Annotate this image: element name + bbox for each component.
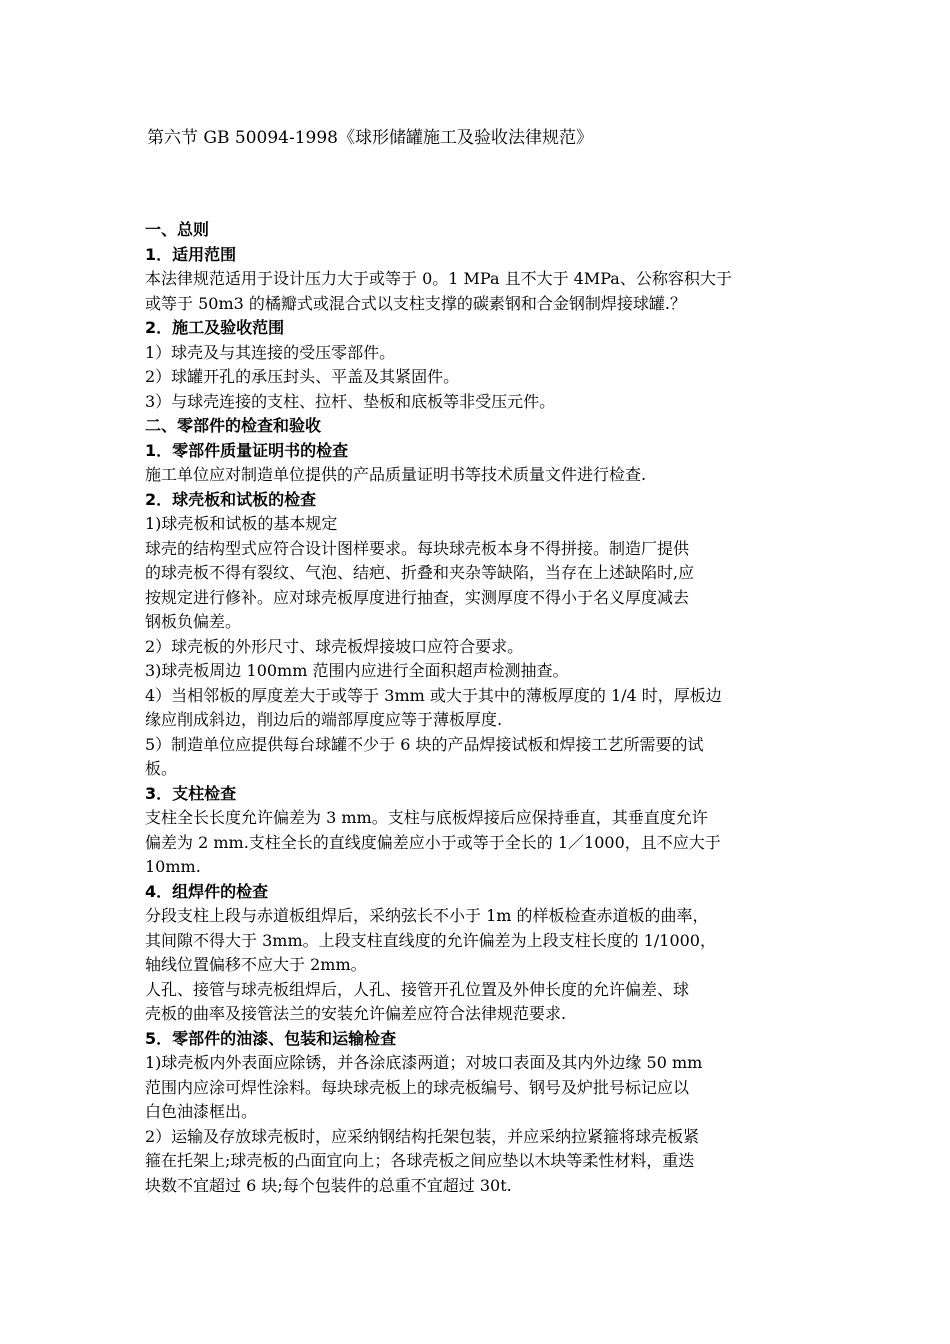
section-heading: 4．组焊件的检查 bbox=[145, 881, 269, 901]
text-line: 2）球罐开孔的承压封头、平盖及其紧固件。 bbox=[145, 367, 460, 386]
text-line: 10mm. bbox=[145, 857, 201, 876]
section-heading: 2．球壳板和试板的检查 bbox=[145, 489, 317, 509]
text-line: 1）球壳及与其连接的受压零部件。 bbox=[145, 342, 396, 362]
section-heading: 5．零部件的油漆、包装和运输检查 bbox=[145, 1028, 397, 1048]
text-line: 4）当相邻板的厚度差大于或等于 3mm 或大于其中的薄板厚度的 1/4 时，厚板边 bbox=[145, 685, 722, 705]
text-line: 支柱全长长度允许偏差为 3 mm。支柱与底板焊接后应保持垂直，其垂直度允许 bbox=[145, 808, 708, 827]
text-line: 钢板负偏差。 bbox=[145, 612, 242, 631]
section-title: 第六节 GB 50094-1998《球形储罐施工及验收法律规范》 bbox=[147, 128, 593, 148]
text-line: 2）球壳板的外形尺寸、球壳板焊接坡口应符合要求。 bbox=[145, 636, 524, 656]
section-heading: 1．适用范围 bbox=[145, 244, 237, 264]
text-line: 施工单位应对制造单位提供的产品质量证明书等技术质量文件进行检查. bbox=[145, 465, 647, 484]
text-line: 其间隙不得大于 3mm。上段支柱直线度的允许偏差为上段支柱长度的 1/1000， bbox=[145, 930, 716, 950]
text-line: 按规定进行修补。应对球壳板厚度进行抽查，实测厚度不得小于名义厚度减去 bbox=[145, 587, 690, 607]
text-line: 或等于 50m3 的橘瓣式或混合式以支柱支撑的碳素钢和合金钢制焊接球罐.？ bbox=[145, 293, 686, 313]
section-heading: 二、零部件的检查和验收 bbox=[145, 416, 322, 435]
text-line: 块数不宜超过 6 块;每个包装件的总重不宜超过 30t. bbox=[145, 1175, 512, 1195]
text-line: 1)球壳板内外表面应除锈，并各涂底漆两道；对坡口表面及其内外边缘 50 mm bbox=[145, 1053, 703, 1072]
text-line: 分段支柱上段与赤道板组焊后，采纳弦长不小于 1m 的样板检查赤道板的曲率， bbox=[145, 906, 709, 925]
text-line: 壳板的曲率及接管法兰的安装允许偏差应符合法律规范要求. bbox=[145, 1004, 567, 1023]
text-line: 轴线位置偏移不应大于 2mm。 bbox=[145, 955, 367, 974]
text-line: 3）与球壳连接的支柱、拉杆、垫板和底板等非受压元件。 bbox=[145, 391, 556, 411]
text-line: 板。 bbox=[145, 759, 178, 778]
section-heading: 1．零部件质量证明书的检查 bbox=[145, 440, 349, 460]
text-line: 范围内应涂可焊性涂料。每块球壳板上的球壳板编号、钢号及炉批号标记应以 bbox=[145, 1077, 690, 1097]
text-line: 的球壳板不得有裂纹、气泡、结疤、折叠和夹杂等缺陷，当存在上述缺陷时,应 bbox=[145, 563, 695, 582]
section-heading: 2．施工及验收范围 bbox=[145, 318, 285, 337]
document-body bbox=[145, 218, 813, 1198]
section-heading: 3．支柱检查 bbox=[145, 783, 237, 803]
section-heading: 一、总则 bbox=[145, 220, 210, 239]
text-line: 5）制造单位应提供每台球罐不少于 6 块的产品焊接试板和焊接工艺所需要的试 bbox=[145, 734, 704, 754]
text-line: 2）运输及存放球壳板时，应采纳钢结构托架包装，并应采纳拉紧箍将球壳板紧 bbox=[145, 1126, 700, 1146]
text-line: 3)球壳板周边 100mm 范围内应进行全面积超声检测抽查。 bbox=[145, 661, 569, 680]
text-line: 箍在托架上;球壳板的凸面宜向上；各球壳板之间应垫以木块等柔性材料，重迭 bbox=[145, 1151, 695, 1170]
text-line: 偏差为 2 mm.支柱全长的直线度偏差应小于或等于全长的 1／1000，且不应大于 bbox=[145, 832, 721, 852]
text-line: 白色油漆框出。 bbox=[145, 1102, 258, 1121]
text-line: 缘应削成斜边，削边后的端部厚度应等于薄板厚度. bbox=[145, 710, 503, 729]
text-line: 人孔、接管与球壳板组焊后，人孔、接管开孔位置及外伸长度的允许偏差、球 bbox=[145, 979, 690, 999]
text-line: 1)球壳板和试板的基本规定 bbox=[145, 514, 338, 533]
text-line: 本法律规范适用于设计压力大于或等于 0。1 MPa 且不大于 4MPa、公称容积大于 bbox=[145, 269, 732, 288]
text-line: 球壳的结构型式应符合设计图样要求。每块球壳板本身不得拼接。制造厂提供 bbox=[145, 538, 690, 558]
